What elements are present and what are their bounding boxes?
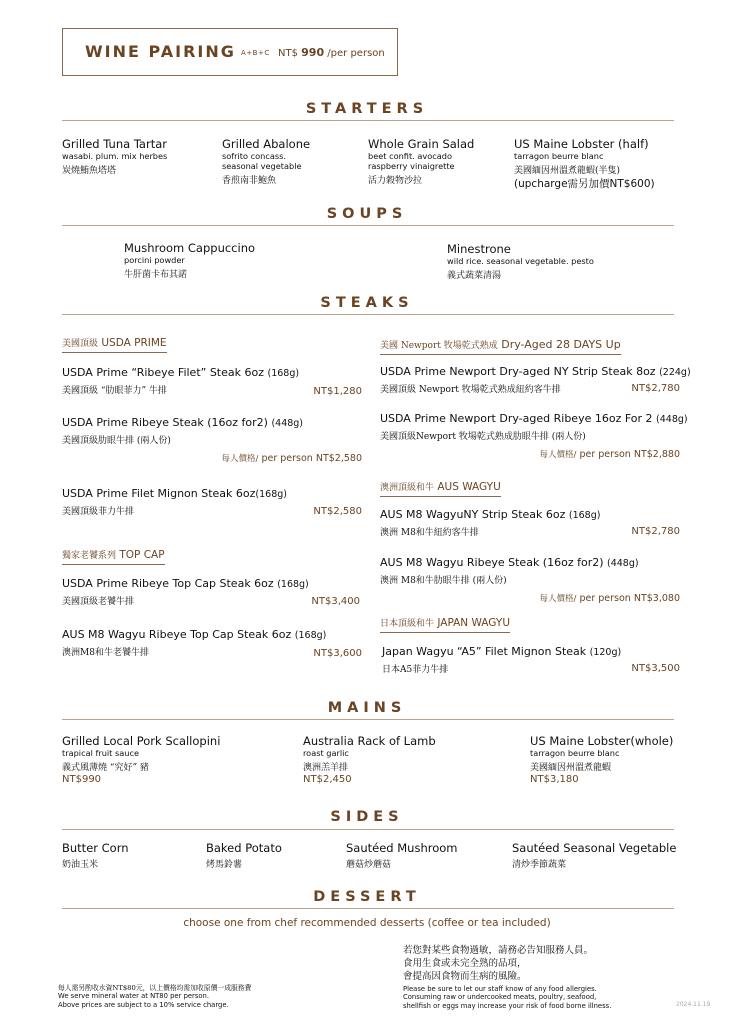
wine-pairing-title: WINE PAIRING: [85, 42, 236, 61]
starters-divider: [62, 120, 674, 121]
lobster-upcharge: (upcharge需另加價NT$600): [514, 178, 655, 190]
price: NT$3,400: [311, 596, 360, 607]
dessert-note: choose one from chef recommended desserts (coffee or tea included): [183, 917, 551, 929]
section-sides-title: SIDES: [330, 809, 404, 825]
steak-item: AUS M8 WagyuNY Strip Steak 6oz (168g) 澳洲 M8和牛紐約客牛排 NT$2,780: [380, 508, 680, 538]
section-starters-title: STARTERS: [305, 101, 429, 117]
steak-item: USDA Prime “Ribeye Filet” Steak 6oz (168g) 美國頂級 “肋眼菲力” 牛排 NT$1,280: [62, 366, 362, 397]
section-soups-title: SOUPS: [326, 206, 408, 222]
allergy-notice: 若您對某些食物過敏，請務必告知服務人員。 食用生食或未完全熟的品項， 會提高因食物而生病的風險。 Please be sure to let our staff know of any food allergies. Consuming raw or undercooked meats, poultry, seafood, shellfish or eggs may increase your risk of food borne illness.: [403, 945, 612, 1010]
wine-pairing-courses: A+B+C: [241, 49, 270, 57]
soup-item: Mushroom Cappuccino porcini powder 牛肝菌卡布其諾: [124, 241, 256, 280]
section-dessert-title: DESSERT: [313, 889, 421, 905]
steak-item: USDA Prime Ribeye Top Cap Steak 6oz (168g) 美國頂級老饕牛排 NT$3,400: [62, 577, 360, 607]
section-steaks-title: STEAKS: [320, 295, 414, 311]
steak-item: USDA Prime Newport Dry-aged NY Strip Steak 8oz (224g) 美國頂級 Newport 牧場乾式熟成紐約客牛排 NT$2,780: [380, 365, 691, 395]
steak-item: USDA Prime Newport Dry-aged Ribeye 16oz For 2 (448g) 美國頂級Newport 牧場乾式熟成肋眼牛排 (兩人份) 每人價格/ per person NT$2,880: [380, 412, 688, 460]
steak-item: USDA Prime Filet Mignon Steak 6oz(168g) 美國頂級菲力牛排 NT$2,580: [62, 487, 362, 517]
starter-item: Whole Grain Salad beet confit. avocado raspberry vinaigrette 活力穀物沙拉: [368, 137, 475, 186]
price: NT$3,600: [313, 648, 362, 659]
starter-item: Grilled Abalone sofrito concass. seasonal vegetable 香煎南非鮑魚: [222, 137, 311, 186]
mains-divider: [62, 719, 674, 720]
wine-pairing-price: NT$ 990 /per person: [278, 46, 385, 59]
category-japan-wagyu: 日本頂級和牛 JAPAN WAGYU: [380, 616, 510, 633]
main-item: US Maine Lobster(whole) tarragon beurre blanc 美國緬因州溫煮龍蝦 NT$3,180: [530, 734, 674, 785]
soups-divider: [62, 225, 674, 226]
steak-item: USDA Prime Ribeye Steak (16oz for2) (448g) 美國頂級肋眼牛排 (兩人份) 每人價格/ per person NT$2,580: [62, 416, 362, 464]
sides-divider: [62, 829, 674, 830]
starter-item: Grilled Tuna Tartar wasabi. plum. mix herbes 炭燒鮪魚塔塔: [62, 137, 168, 176]
steak-item: Japan Wagyu “A5” Filet Mignon Steak (120g) 日本A5菲力牛排 NT$3,500: [382, 645, 680, 675]
category-newport-dry-aged: 美國 Newport 牧場乾式熟成 Dry-Aged 28 DAYS Up: [380, 338, 621, 355]
main-item: Grilled Local Pork Scallopini trapical fruit sauce 義式風薄燒 “究好” 豬 NT$990: [62, 734, 221, 785]
price: NT$2,780: [631, 383, 680, 394]
soup-item: Minestrone wild rice. seasonal vegetable. pesto 義式蔬菜清湯: [447, 242, 594, 281]
starter-item: US Maine Lobster (half) tarragon beurre blanc 美國緬因州溫煮龍蝦(半隻) (upcharge需另加價NT$600): [514, 137, 655, 190]
side-item: Baked Potato 烤馬鈴薯: [206, 841, 282, 870]
section-mains-title: MAINS: [327, 700, 407, 716]
wine-pairing-box: [62, 28, 398, 76]
steak-item: AUS M8 Wagyu Ribeye Top Cap Steak 6oz (168g) 澳洲M8和牛老饕牛排 NT$3,600: [62, 628, 362, 659]
service-charge-note: 每人需另酌收水資NT$80元，以上價格均需加收原價一成服務費 We serve mineral water at NT80 per person. Above prices are subject to a 10% service charge.: [58, 984, 252, 1009]
steak-item: AUS M8 Wagyu Ribeye Steak (16oz for2) (448g) 澳洲 M8和牛肋眼牛排 (兩人份) 每人價格/ per person NT$3,080: [380, 556, 680, 604]
side-item: Butter Corn 奶油玉米: [62, 841, 129, 870]
side-item: Sautéed Mushroom 蘑菇炒蘑菇: [346, 841, 458, 870]
price: NT$2,580: [313, 506, 362, 517]
steaks-divider: [62, 314, 674, 315]
price: NT$3,500: [631, 663, 680, 674]
price: NT$2,780: [631, 526, 680, 537]
print-date: 2024.11.19: [676, 1001, 711, 1008]
main-item: Australia Rack of Lamb roast garlic 澳洲羔羊排 NT$2,450: [303, 734, 436, 785]
dessert-divider: [62, 908, 674, 909]
category-top-cap: 獨家老饕系列 TOP CAP: [62, 548, 165, 565]
category-aus-wagyu: 澳洲頂級和牛 AUS WAGYU: [380, 480, 501, 497]
category-usda-prime: 美國頂級 USDA PRIME: [62, 336, 167, 353]
price: NT$1,280: [313, 386, 362, 397]
side-item: Sautéed Seasonal Vegetable 清炒季節蔬菜: [512, 841, 677, 870]
